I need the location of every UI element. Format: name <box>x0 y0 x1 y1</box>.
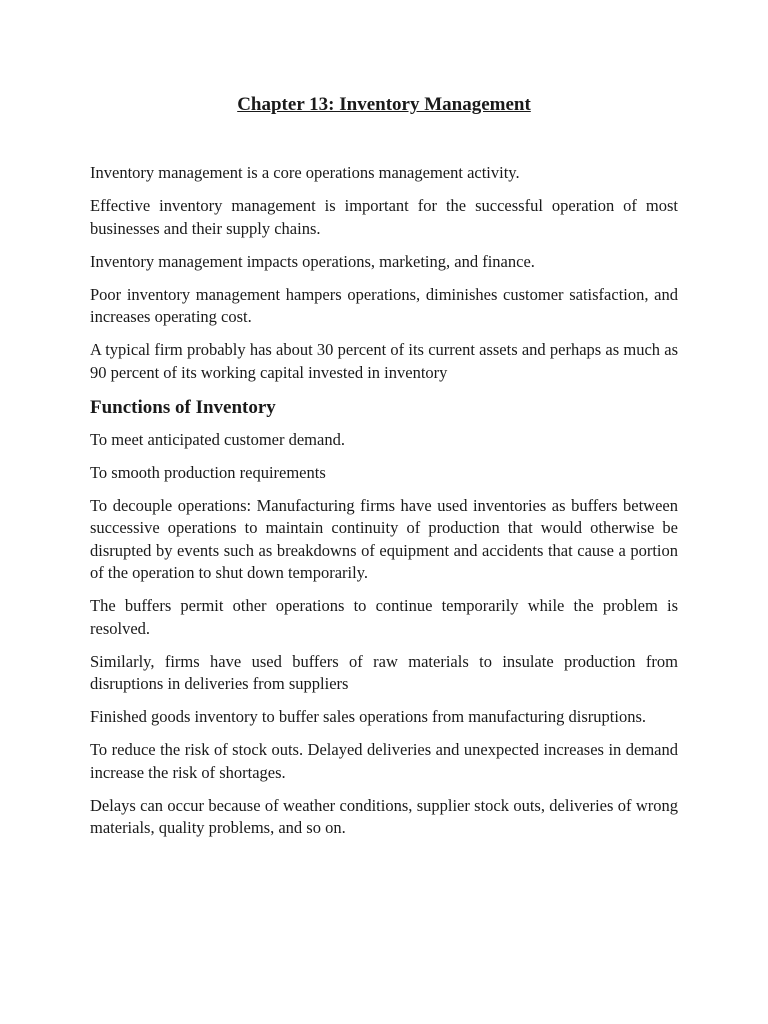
function-paragraph: To reduce the risk of stock outs. Delayed deliveries and unexpected increases in demand increase the risk of shortages. <box>90 740 678 782</box>
functions-section <box>90 429 678 840</box>
function-paragraph: To decouple operations: Manufacturing firms have used inventories as buffers between successive operations to maintain continuity of production that would otherwise be disrupted by events such as breakdowns of equipment and accidents that cause a portion of the operation to shut down temporarily. <box>90 495 678 582</box>
intro-paragraph: Inventory management impacts operations, marketing, and finance. <box>90 251 535 271</box>
function-paragraph: The buffers permit other operations to continue temporarily while the problem is resolved. <box>90 596 678 638</box>
function-paragraph: Delays can occur because of weather conditions, supplier stock outs, deliveries of wrong materials, quality problems, and so on. <box>90 795 678 837</box>
section-heading: Functions of Inventory <box>90 396 276 418</box>
function-paragraph: To meet anticipated customer demand. <box>90 429 345 449</box>
function-paragraph: To smooth production requirements <box>90 462 326 482</box>
document-page <box>90 92 678 850</box>
intro-paragraph: A typical firm probably has about 30 percent of its current assets and perhaps as much as 90 percent of its working capital invested in inventory <box>90 340 678 382</box>
function-paragraph: Similarly, firms have used buffers of raw materials to insulate production from disruptions in deliveries from suppliers <box>90 651 678 693</box>
intro-paragraph: Poor inventory management hampers operations, diminishes customer satisfaction, and increases operating cost. <box>90 284 678 326</box>
chapter-title: Chapter 13: Inventory Management <box>237 94 531 115</box>
intro-paragraph: Inventory management is a core operations management activity. <box>90 163 520 182</box>
function-paragraph: Finished goods inventory to buffer sales operations from manufacturing disruptions. <box>90 707 647 726</box>
intro-paragraph: Effective inventory management is important for the successful operation of most businesses and their supply chains. <box>90 196 678 238</box>
intro-section <box>90 162 678 384</box>
